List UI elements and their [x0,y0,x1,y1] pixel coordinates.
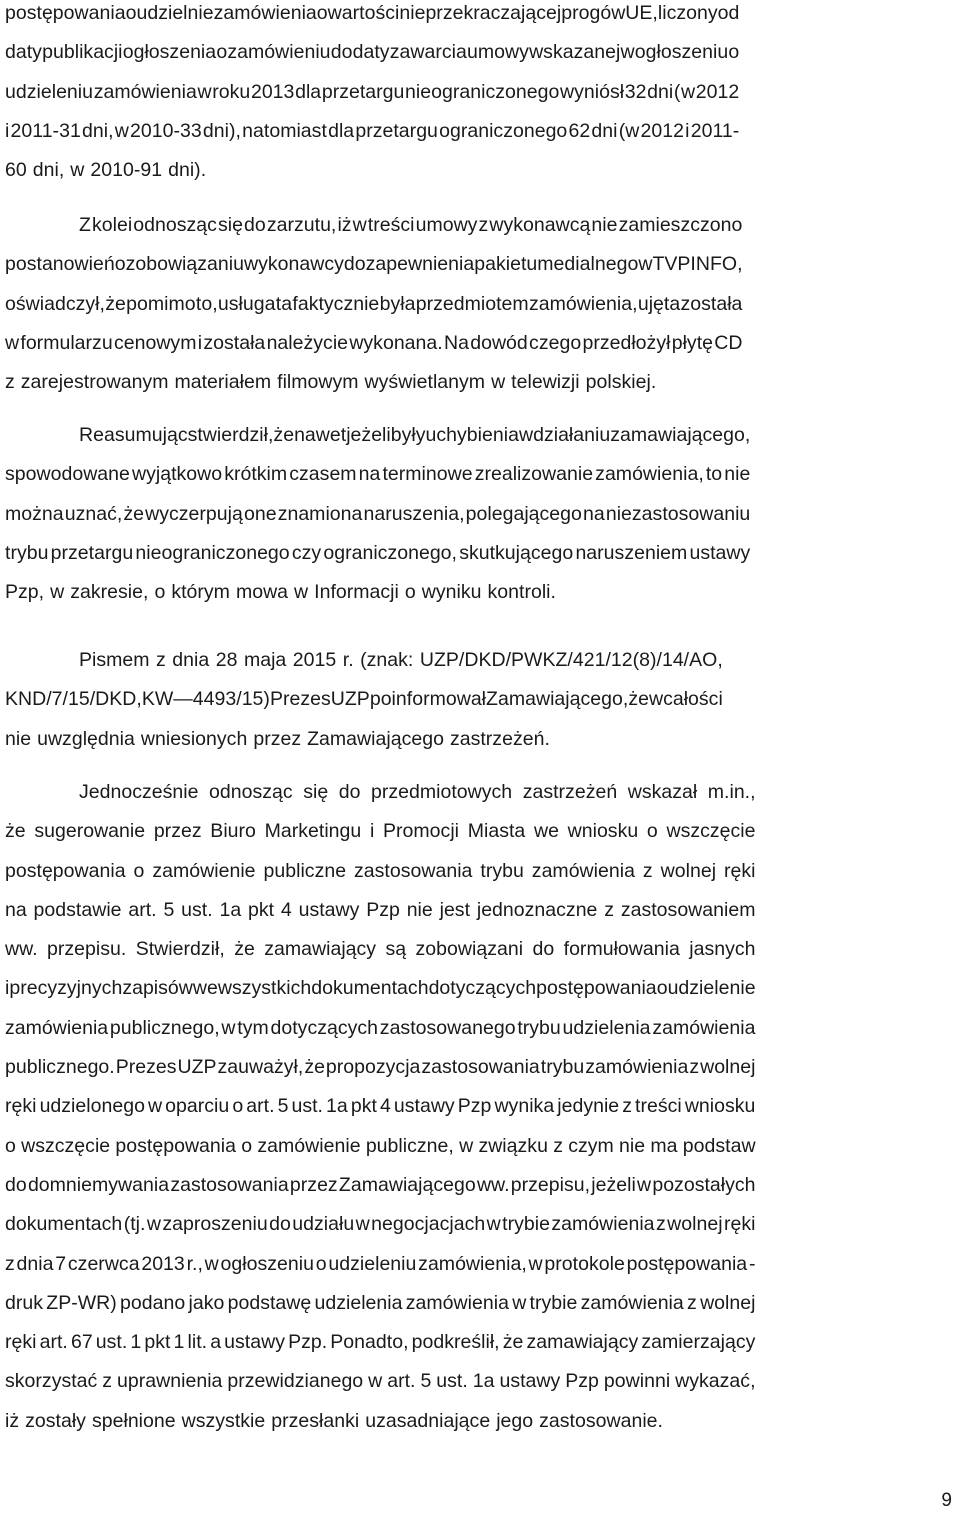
paragraph-line: można uznać, że wyczerpują one znamiona naruszenia, polegającego na niezastosowaniu [5,502,751,525]
paragraph-line: postępowania o udzielnie zamówienia o wartości nieprzekraczającej progów UE, liczony od [5,2,740,24]
paragraph-1 [5,0,739,190]
paragraph-line: Reasumując stwierdził, że nawet jeżeli były uchybienia w działaniu zamawiającego, [79,424,751,446]
paragraph-line: trybu przetargu nieograniczonego czy ograniczonego, skutkującego naruszeniem ustawy [5,541,751,564]
page-number: 9 [941,1490,952,1511]
paragraph-line: publicznego. Prezes UZP zauważył, że propozycja zastosowania trybu zamówienia z wolnej [5,1056,756,1079]
paragraph-line: Pismem z dnia 28 maja 2015 r. (znak: UZP/DKD/PWKZ/421/12(8)/14/AO, [79,649,723,671]
paragraph-line: oświadczył, że pomimo to, usługa ta faktycznie była przedmiotem zamówienia, ujęta została [5,292,743,315]
paragraph-line: dokumentach (tj. w zaproszeniu do udziału w negocjacjach w trybie zamówienia z wolnej ręki [5,1213,756,1236]
paragraph-line: ww. przepisu. Stwierdził, że zamawiający są zobowiązani do formułowania jasnych [5,938,756,961]
paragraph-line: Jednocześnie odnosząc się do przedmiotowych zastrzeżeń wskazał m.in., [79,781,756,803]
paragraph-line: skorzystać z uprawnienia przewidzianego w art. 5 ust. 1a ustawy Pzp powinni wykazać, [5,1370,756,1393]
paragraph-5 [5,773,756,1441]
paragraph-line: i precyzyjnych zapisów we wszystkich dokumentach dotyczących postępowania o udzielenie [5,977,756,1000]
paragraph-line: postępowania o zamówienie publiczne zastosowania trybu zamówienia z wolnej ręki [5,859,756,882]
paragraph-line: zamówienia publicznego, w tym dotyczących zastosowanego trybu udzielenia zamówienia [5,1016,756,1039]
paragraph-4 [5,641,723,759]
paragraph-line: ręki art. 67 ust. 1 pkt 1 lit. a ustawy Pzp. Ponadto, podkreślił, że zamawiający zamierzający [5,1331,756,1354]
paragraph-line: Pzp, w zakresie, o którym mowa w Informacji o wyniku kontroli. [5,581,556,604]
paragraph-line: w formularzu cenowym i została należycie wykonana. Na dowód czego przedłożył płytę CD [5,331,743,354]
paragraph-line: z dnia 7 czerwca 2013 r., w ogłoszeniu o udzieleniu zamówienia, w protokole postępowania - [5,1252,756,1275]
paragraph-line: z zarejestrowanym materiałem filmowym wyświetlanym w telewizji polskiej. [5,371,657,394]
paragraph-line: o wszczęcie postępowania o zamówienie publiczne, w związku z czym nie ma podstaw [5,1134,756,1157]
paragraph-line: postanowień o zobowiązaniu wykonawcy do zapewnienia pakietu medialnego w TVP INFO, [5,253,743,276]
paragraph-line: nie uwzględnia wniesionych przez Zamawiającego zastrzeżeń. [5,727,550,750]
paragraph-line: daty publikacji ogłoszenia o zamówieniu do daty zawarcia umowy wskazanej w ogłoszeniu o [5,41,740,64]
paragraph-line: na podstawie art. 5 ust. 1a pkt 4 ustawy Pzp nie jest jednoznaczne z zastosowaniem [5,898,756,921]
paragraph-line: ręki udzielonego w oparciu o art. 5 ust. 1a pkt 4 ustawy Pzp wynika jedynie z treści wniosku [5,1095,756,1118]
paragraph-line: KND/7/15/DKD, KW — 4493/15) Prezes UZP poinformował Zamawiającego, że w całości [5,688,723,711]
paragraph-line: iż zostały spełnione wszystkie przesłanki uzasadniające jego zastosowanie. [5,1409,663,1432]
paragraph-line: że sugerowanie przez Biuro Marketingu i Promocji Miasta we wniosku o wszczęcie [5,820,756,843]
paragraph-line: udzieleniu zamówienia w roku 2013 dla przetargu nieograniczonego wyniósł 32 dni ( w 2012 [5,80,740,103]
paragraph-line: druk ZP-WR) podano jako podstawę udzielenia zamówienia w trybie zamówienia z wolnej [5,1291,756,1314]
paragraph-2 [5,206,743,402]
paragraph-line: Z kolei odnosząc się do zarzutu, iż w treści umowy z wykonawcą nie zamieszczono [79,214,743,236]
paragraph-line: do domniemywania zastosowania przez Zamawiającego ww. przepisu, jeżeli w pozostałych [5,1173,756,1196]
paragraph-line: 60 dni, w 2010-91 dni). [5,159,207,182]
paragraph-3 [5,416,750,612]
paragraph-line: i 2011-31 dni, w 2010-33 dni), natomiast dla przetargu ograniczonego 62 dni (w 2012 i 2011- [5,119,740,142]
paragraph-line: spowodowane wyjątkowo krótkim czasem na terminowe zrealizowanie zamówienia, to nie [5,463,751,486]
